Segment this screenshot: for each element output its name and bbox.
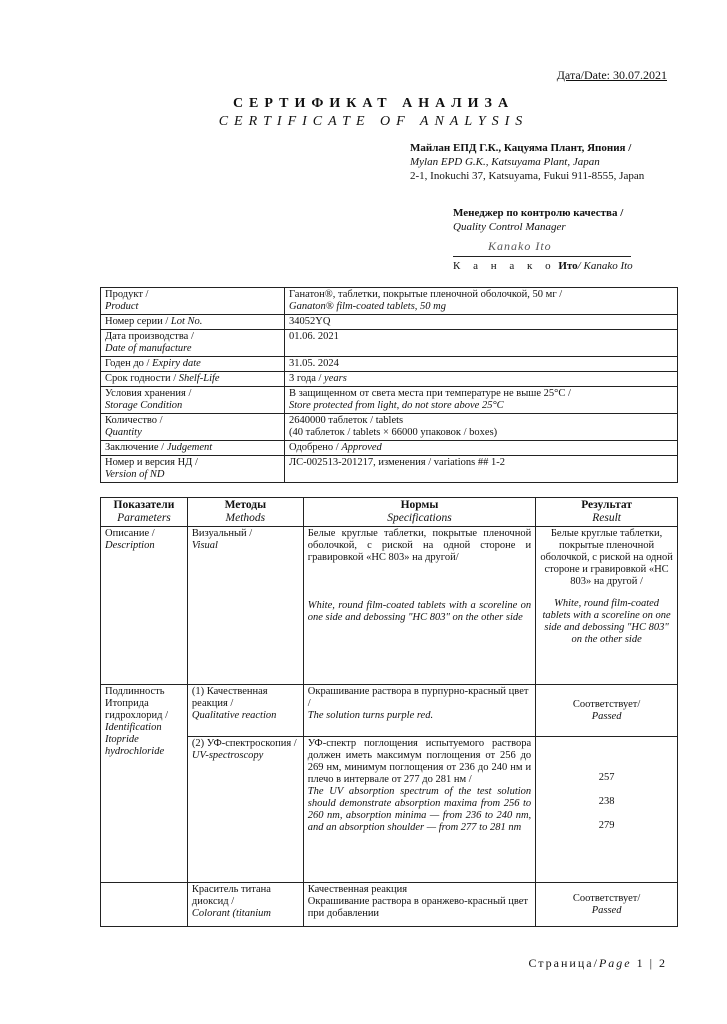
product-row-value: В защищенном от света места при температуре не выше 25°C / Store protected from light, do not store above 25°C bbox=[285, 387, 678, 414]
row-description bbox=[101, 527, 678, 685]
spec-colorant: Качественная реакция Окрашивание раствора в оранжево-красный цвет при добавлении bbox=[303, 883, 535, 927]
signatory-name: К а н а к о Ито/ Kanako Ito bbox=[453, 260, 633, 272]
result-uv-max: 257 bbox=[598, 772, 615, 783]
product-row-key: Заключение / Judgement bbox=[101, 441, 285, 456]
product-row bbox=[101, 330, 678, 357]
product-row-key: Количество / Quantity bbox=[101, 414, 285, 441]
product-row bbox=[101, 414, 678, 441]
param-colorant: Краситель титана диоксид / Colorant (titanium bbox=[187, 883, 303, 927]
product-row bbox=[101, 441, 678, 456]
product-row bbox=[101, 288, 678, 315]
manager-block bbox=[453, 206, 623, 234]
row-identification-2 bbox=[101, 737, 678, 883]
header-parameters: Показатели Parameters bbox=[101, 498, 188, 527]
product-row-key: Номер и версия НД / Version of ND bbox=[101, 456, 285, 483]
product-row-key: Продукт / Product bbox=[101, 288, 285, 315]
product-row-value: 2640000 таблеток / tablets (40 таблеток / tablets × 66000 упаковок / boxes) bbox=[285, 414, 678, 441]
row-colorant bbox=[101, 883, 678, 927]
product-row-value: Одобрено / Approved bbox=[285, 441, 678, 456]
product-row-key: Годен до / Expiry date bbox=[101, 357, 285, 372]
company-name-ru: Майлан ЕПД Г.К., Кацуяма Плант, Япония / bbox=[410, 142, 632, 154]
product-info-table bbox=[100, 287, 678, 483]
analysis-header-row bbox=[101, 498, 678, 527]
product-row-value: ЛС-002513-201217, изменения / variations ## 1-2 bbox=[285, 456, 678, 483]
handwritten-signature: Kanako Ito bbox=[488, 239, 552, 253]
analysis-table bbox=[100, 497, 678, 927]
title-en: CERTIFICATE OF ANALYSIS bbox=[218, 114, 529, 129]
product-row-key: Срок годности / Shelf-Life bbox=[101, 372, 285, 387]
result-qualitative: Соответствует/ Passed bbox=[536, 685, 678, 737]
result-uv-min: 238 bbox=[598, 796, 615, 807]
result-uv bbox=[536, 737, 678, 883]
product-row-value: 01.06. 2021 bbox=[285, 330, 678, 357]
document-date: Дата/Date: 30.07.2021 bbox=[556, 68, 667, 82]
spec-uv: УФ-спектр поглощения испытуемого раствора должен иметь максимум поглощения от 256 до 269 нм, минимум поглощения от 236 до 240 нм и плечо в интервале от 277 до 281 нм / The UV absorption spectrum of the test solution should demonstrate absorption maxima from 256 to 260 nm, absorption minima — from 236 to 240 nm, and an absorption shoulder — from 277 to 281 nm bbox=[303, 737, 535, 883]
product-row-key: Номер серии / Lot No. bbox=[101, 315, 285, 330]
result-colorant: Соответствует/ Passed bbox=[536, 883, 678, 927]
param-colorant-blank bbox=[101, 883, 188, 927]
method-uv: (2) УФ-спектроскопия / UV-spectroscopy bbox=[187, 737, 303, 883]
product-row-value: Ганатон®, таблетки, покрытые пленочной оболочкой, 50 мг / Ganaton® film-coated tablets, 50 mg bbox=[285, 288, 678, 315]
result-description: Белые круглые таблетки, покрытые пленочной оболочкой, с риской на одной стороне и гравировкой «НС 803» на другой / White, round film-coated tablets with a scoreline on one side and debossing "HC 803" on the other side bbox=[536, 527, 678, 685]
product-row bbox=[101, 357, 678, 372]
spec-qualitative: Окрашивание раствора в пурпурно-красный цвет / The solution turns purple red. bbox=[303, 685, 535, 737]
product-row-value: 34052YQ bbox=[285, 315, 678, 330]
page-footer: Страница/Page 1 | 2 bbox=[528, 956, 667, 970]
method-qualitative: (1) Качественная реакция / Qualitative reaction bbox=[187, 685, 303, 737]
param-description: Описание / Description bbox=[101, 527, 188, 685]
company-address: 2-1, Inokuchi 37, Katsuyama, Fukui 911-8555, Japan bbox=[410, 170, 645, 182]
company-block bbox=[410, 141, 644, 183]
signature-line bbox=[453, 256, 631, 257]
title-ru: СЕРТИФИКАТ АНАЛИЗА bbox=[232, 96, 515, 111]
product-row bbox=[101, 456, 678, 483]
spec-description: Белые круглые таблетки, покрытые пленочной оболочкой, с риской на одной стороне и гравировкой «НС 803» на другой/ White, round film-coated tablets with a scoreline on one side and debossing "HC 803" on the other side bbox=[303, 527, 535, 685]
header-methods: Методы Methods bbox=[187, 498, 303, 527]
company-name-en: Mylan EPD G.K., Katsuyama Plant, Japan bbox=[410, 156, 600, 168]
product-row-key: Дата производства / Date of manufacture bbox=[101, 330, 285, 357]
product-row bbox=[101, 372, 678, 387]
product-row bbox=[101, 315, 678, 330]
product-row-key: Условия хранения / Storage Condition bbox=[101, 387, 285, 414]
manager-title-ru: Менеджер по контролю качества / bbox=[453, 207, 624, 219]
header-specifications: Нормы Specifications bbox=[303, 498, 535, 527]
method-visual: Визуальный / Visual bbox=[187, 527, 303, 685]
manager-title-en: Quality Control Manager bbox=[453, 221, 566, 233]
result-uv-shoulder: 279 bbox=[598, 820, 615, 831]
row-identification-1 bbox=[101, 685, 678, 737]
header-result: Результат Result bbox=[536, 498, 678, 527]
product-row bbox=[101, 387, 678, 414]
param-identification: Подлинность Итоприда гидрохлорид / Identification Itopride hydrochloride bbox=[101, 685, 188, 883]
product-row-value: 3 года / years bbox=[285, 372, 678, 387]
product-row-value: 31.05. 2024 bbox=[285, 357, 678, 372]
